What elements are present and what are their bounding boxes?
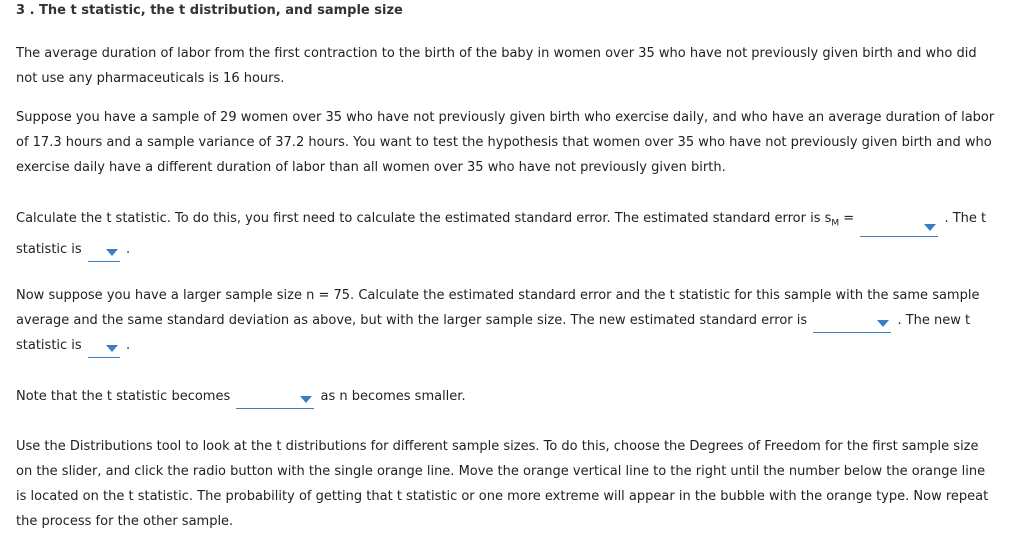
paragraph-distributions-tool: Use the Distributions tool to look at the t distributions for different sample sizes. To do this, choose the Degrees of Freedom for the first sample size on the slider, and click the radio button with the single orange line. Move the orange vertical line to the right until the number below the orange line is located on the t statistic. The probability of getting that t statistic or one more extreme will appear in the bubble with the orange type. Now repeat the process for the other sample. xyxy=(16,439,989,529)
chevron-down-icon xyxy=(106,249,118,256)
larger-sample-text: Now suppose you have a larger sample size n = 75. Calculate the estimated standard error and the t statistic for this sample with the same sample average and the same standard deviation as above, but with the larger sample size. The new estimated standard error is xyxy=(16,288,980,328)
new-t-stat-end: . xyxy=(121,338,131,353)
standard-error-dropdown[interactable] xyxy=(860,219,938,237)
paragraph-standard-error xyxy=(16,206,996,262)
t-stat-text: . The t statistic is xyxy=(16,211,987,257)
question-title: 3 . The t statistic, the t distribution, and sample size xyxy=(16,3,403,18)
t-change-dropdown[interactable] xyxy=(236,391,314,409)
paragraph-intro: The average duration of labor from the first contraction to the birth of the baby in women over 35 who have not previously given birth and who did not use any pharmaceuticals is 16 hours. xyxy=(16,46,977,86)
chevron-down-icon xyxy=(106,345,118,352)
note-text: Note that the t statistic becomes xyxy=(16,389,231,404)
paragraph-sample: Suppose you have a sample of 29 women over 35 who have not previously given birth who exercise daily, and who have an average duration of labor of 17.3 hours and a sample variance of 37.2 hours. You want to test the hypothesis that women over 35 who have not previously given birth and who exercise daily have a different duration of labor than all women over 35 who have not previously given birth. xyxy=(16,110,995,175)
chevron-down-icon xyxy=(877,320,889,327)
new-t-statistic-dropdown[interactable] xyxy=(88,340,120,358)
chevron-down-icon xyxy=(300,396,312,403)
note-after: as n becomes smaller. xyxy=(316,389,466,404)
se-subscript: M xyxy=(831,218,840,229)
t-stat-end: . xyxy=(121,241,131,257)
chevron-down-icon xyxy=(924,224,936,231)
new-t-stat-text: . The new t statistic is xyxy=(16,313,971,353)
paragraph-note xyxy=(16,384,996,409)
t-statistic-dropdown[interactable] xyxy=(88,244,120,262)
paragraph-larger-sample xyxy=(16,283,996,358)
new-standard-error-dropdown[interactable] xyxy=(813,315,891,333)
se-equals: = xyxy=(839,211,855,226)
se-text: Calculate the t statistic. To do this, you first need to calculate the estimated standard error. The estimated standard error is s xyxy=(16,211,832,226)
